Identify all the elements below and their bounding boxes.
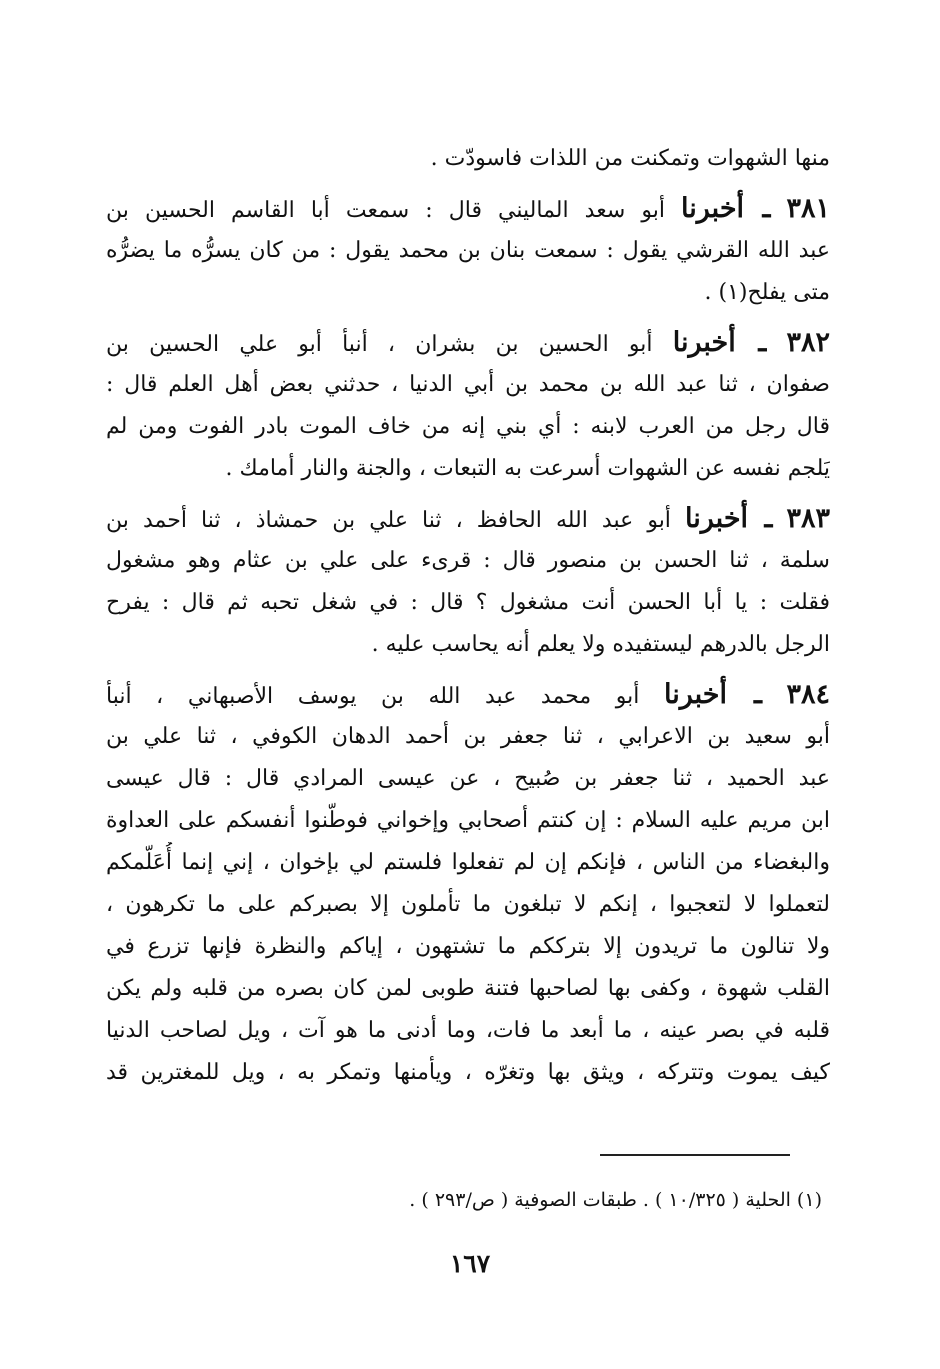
intro-paragraph [106, 138, 830, 180]
text-line: قلبه في بصر عينه ، ما أبعد ما فات، وما أدنى ما هو آت ، ويل لصاحب الدنيا [106, 1018, 830, 1043]
entry-381 [106, 188, 830, 314]
entry-382 [106, 322, 830, 490]
text-line: ولا تنالون ما تريدون إلا بترككم ما تشتهون ، إياكم والنظرة فإنها تزرع في [106, 934, 830, 959]
entry-keyword: ـ أخبرنا [663, 679, 762, 710]
page-number: ١٦٧ [449, 1249, 491, 1278]
entry-keyword: ـ أخبرنا [681, 193, 771, 224]
entry-384 [106, 674, 830, 1094]
text-line: يَلجم نفسه عن الشهوات أسرعت به التبعات ، والجنة والنار أمامك . [225, 456, 830, 481]
entry-number: ٣٨٢ [786, 327, 830, 358]
text-line: متى يفلح(١) . [704, 280, 830, 305]
entry-383 [106, 498, 830, 666]
text-line: عبد الحميد ، ثنا جعفر بن صُبيح ، عن عيسى المرادي قال : قال عيسى [106, 766, 830, 791]
body-text [106, 138, 830, 1102]
footnote-divider [600, 1154, 790, 1156]
footnote: (١) الحلية ( ١٠/٣٢٥ ) . طبقات الصوفية ( ص/٢٩٣ ) . [409, 1189, 822, 1211]
entry-keyword: ـ أخبرنا [672, 327, 767, 358]
entry-first-line-text: أبو الحسين بن بشران ، أنبأ أبو علي الحسين بن [106, 332, 653, 357]
text-line: كيف يموت وتتركه ، ويثق بها وتغرّه ، ويأمنها وتمكر به ، ويل للمغترين قد [106, 1060, 830, 1085]
entry-number: ٣٨٣ [786, 503, 830, 534]
text-line: والبغضاء من الناس ، فإنكم إن لم تفعلوا فلستم لي بإخوان ، إني إنما أُعَلّمكم [106, 850, 830, 875]
entry-number: ٣٨٤ [786, 679, 830, 710]
text-line: فقلت : يا أبا الحسن أنت مشغول ؟ قال : في شغل تحبه ثم قال : يفرح [106, 590, 830, 615]
text-line: صفوان ، ثنا عبد الله بن محمد بن أبي الدنيا ، حدثني بعض أهل العلم قال : [106, 372, 830, 397]
text-line: ابن مريم عليه السلام : إن كنتم أصحابي وإخواني فوطّنوا أنفسكم على العداوة [106, 808, 830, 833]
entry-first-line [106, 188, 830, 230]
entry-first-line-text: أبو عبد الله الحافظ ، ثنا علي بن حمشاذ ، ثنا أحمد بن [106, 508, 671, 533]
entry-first-line-text: أبو محمد عبد الله بن يوسف الأصبهاني ، أنبأ [106, 684, 640, 709]
text-line: الرجل بالدرهم ليستفيده ولا يعلم أنه يحاسب عليه . [371, 632, 830, 657]
text-line: القلب شهوة ، وكفى بها لصاحبها فتنة طوبى لمن كان بصره من قلبه ولم يكن [106, 976, 830, 1001]
entry-first-line [106, 498, 830, 540]
text-line: قال رجل من العرب لابنه : أي بني إنه من خاف الموت بادر الفوت ومن لم [106, 414, 830, 439]
entry-first-line-text: أبو سعد الماليني قال : سمعت أبا القاسم الحسين بن [106, 198, 665, 223]
entry-number: ٣٨١ [786, 193, 830, 224]
text-line: سلمة ، ثنا الحسن بن منصور قال : قرىء على علي بن عثام وهو مشغول [106, 548, 830, 573]
entry-first-line [106, 322, 830, 364]
text-line: عبد الله القرشي يقول : سمعت بنان بن محمد يقول : من كان يسرُّه ما يضرُّه [106, 238, 830, 263]
entry-first-line [106, 674, 830, 716]
text-line: منها الشهوات وتمكنت من اللذات فاسودّت . [430, 146, 830, 171]
text-line: لتعملوا لا لتعجبوا ، إنكم لا تبلغون ما تأملون إلا بصبركم على ما تكرهون ، [106, 892, 830, 917]
text-line: أبو سعيد بن الاعرابي ، ثنا جعفر بن أحمد الدهان الكوفي ، ثنا علي بن [106, 724, 830, 749]
entry-keyword: ـ أخبرنا [685, 503, 773, 534]
